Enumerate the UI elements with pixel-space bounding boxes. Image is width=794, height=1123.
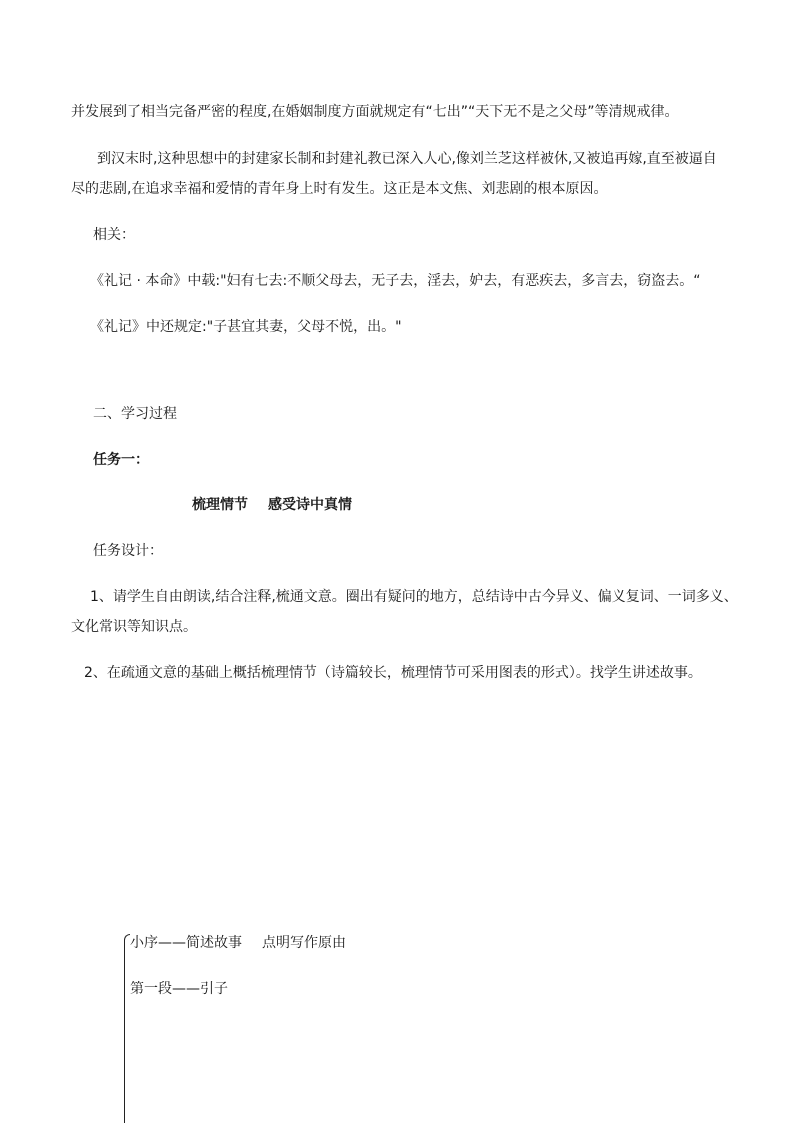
task-design-label: 任务设计： bbox=[93, 543, 163, 559]
para1-line1: 并发展到了相当完备严密的程度,在婚姻制度方面就规定有“七出”“天下无不是之父母”等清规戒律。 bbox=[71, 104, 679, 120]
task-title-2: 感受诗中真情 bbox=[268, 497, 352, 513]
section-heading: 二、学习过程 bbox=[93, 406, 177, 422]
para2-line2: 尽的悲剧,在追求幸福和爱情的青年身上时有发生。这正是本文焦、刘悲剧的根本原因。 bbox=[71, 181, 608, 197]
task-item-2: 2、在疏通文意的基础上概括梳理情节（诗篇较长，梳理情节可采用图表的形式）。找学生讲述故事。 bbox=[84, 665, 702, 681]
task-item-1-line1: 1、请学生自由朗读,结合注释,梳通文意。圈出有疑问的地方，总结诗中古今异义、偏义复词、一词多义、 bbox=[90, 589, 738, 605]
related-quote-2: 《礼记》中还规定:"子甚宜其妻，父母不悦，出。" bbox=[90, 319, 402, 335]
related-quote-1: 《礼记 · 本命》中载:"妇有七去:不顺父母去，无子去，淫去，妒去，有恶疾去，多言去，窃盗去。“ bbox=[90, 273, 701, 289]
related-heading: 相关： bbox=[93, 227, 135, 243]
task-item-1-line2: 文化常识等知识点。 bbox=[71, 619, 197, 635]
outline-item-1a: 小序——简述故事 bbox=[130, 935, 242, 951]
outline-item-2: 第一段——引子 bbox=[130, 981, 228, 997]
outline-item-1b: 点明写作原由 bbox=[262, 935, 346, 951]
outline-bracket bbox=[124, 934, 130, 1123]
task-title-1: 梳理情节 bbox=[192, 497, 248, 513]
para2-line1: 到汉末时,这种思想中的封建家长制和封建礼教已深入人心,像刘兰芝这样被休,又被追再嫁,直至被逼自 bbox=[97, 151, 717, 167]
task-label: 任务一： bbox=[93, 452, 149, 468]
